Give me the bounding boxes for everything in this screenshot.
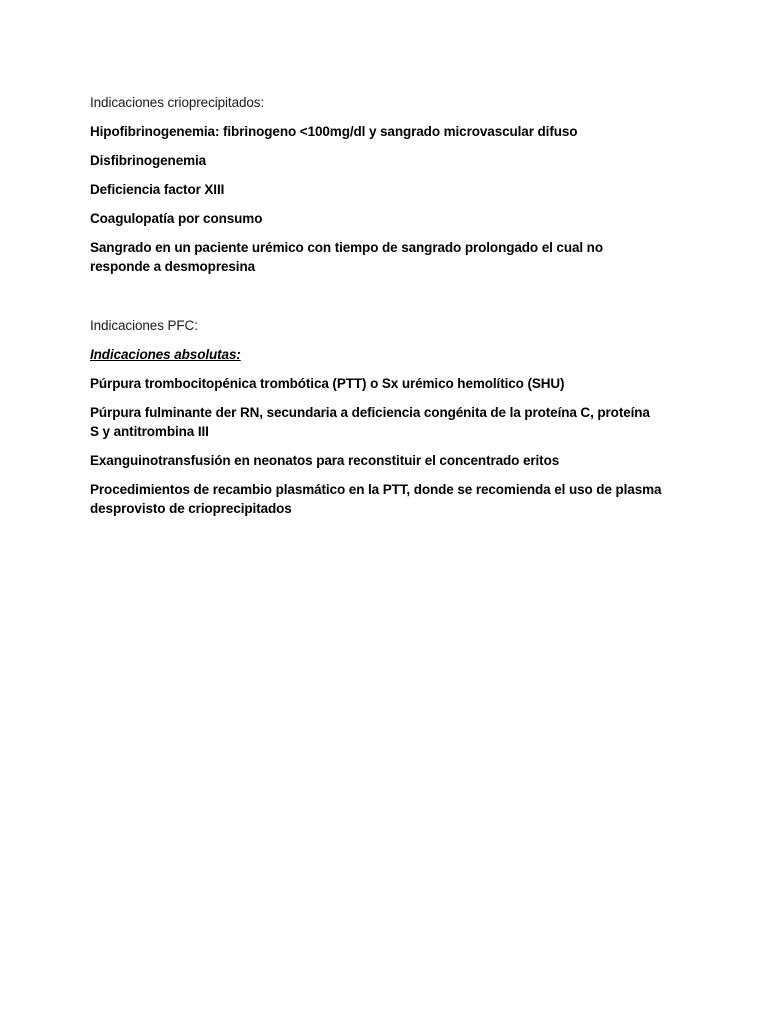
list-item: Sangrado en un paciente urémico con tiempo de sangrado prolongado el cual no responde a desmopresina: [90, 240, 603, 274]
list-item: Procedimientos de recambio plasmático en la PTT, donde se recomienda el uso de plasma desprovisto de crioprecipitados: [90, 482, 662, 516]
list-item: Púrpura trombocitopénica trombótica (PTT) o Sx urémico hemolítico (SHU): [90, 376, 565, 391]
list-item: Disfibrinogenemia: [90, 153, 207, 168]
section-heading-pfc: Indicaciones PFC:: [90, 318, 198, 333]
list-item: Coagulopatía por consumo: [90, 211, 263, 226]
list-item: Hipofibrinogenemia: fibrinogeno <100mg/dl y sangrado microvascular difuso: [90, 124, 578, 139]
list-item: Púrpura fulminante der RN, secundaria a deficiencia congénita de la proteína C, proteína S y antitrombina III: [90, 405, 650, 439]
list-item: Exanguinotransfusión en neonatos para reconstituir el concentrado eritos: [90, 453, 560, 468]
list-item: Deficiencia factor XIII: [90, 182, 225, 197]
section-heading-crioprecipitados: Indicaciones crioprecipitados:: [90, 95, 265, 110]
subheading-indicaciones-absolutas: Indicaciones absolutas:: [90, 347, 241, 362]
